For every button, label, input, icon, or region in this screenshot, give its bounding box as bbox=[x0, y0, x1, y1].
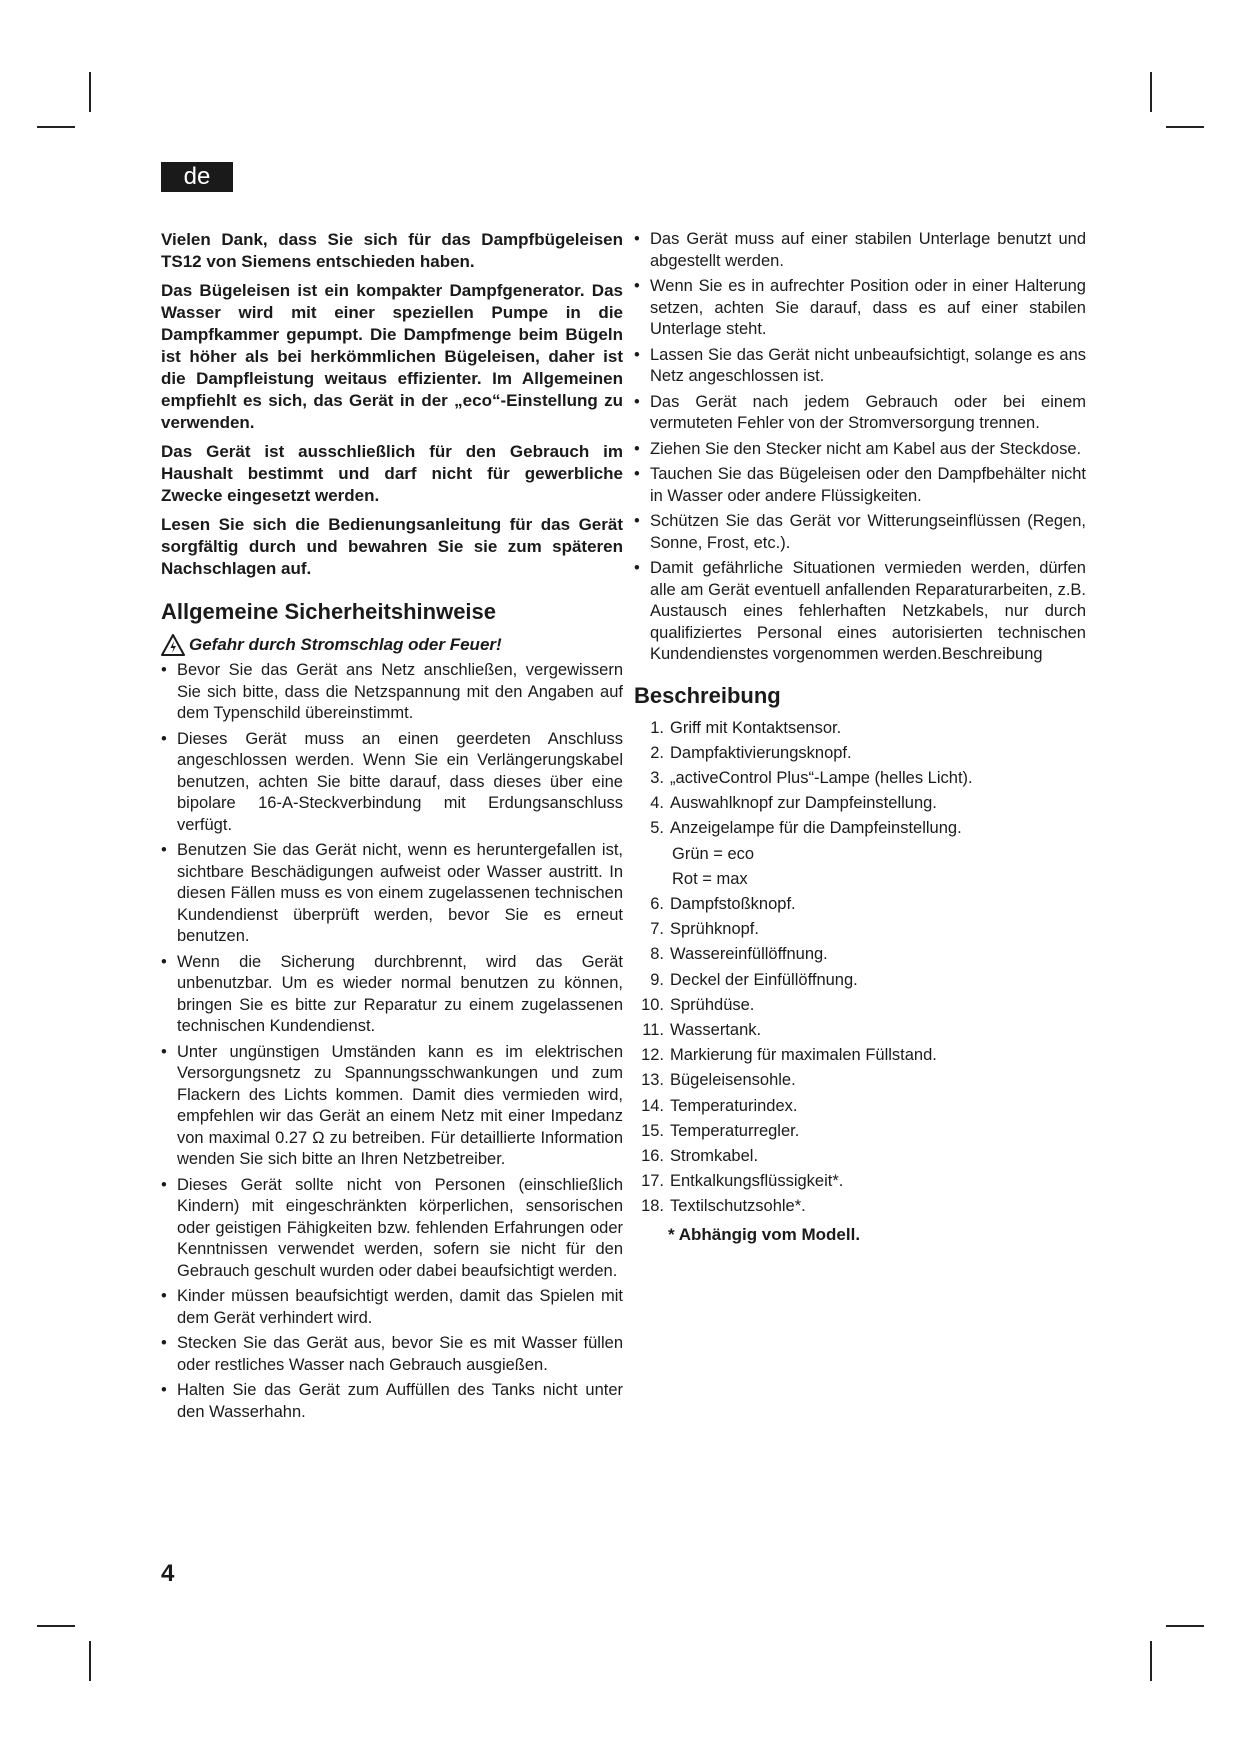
description-item bbox=[634, 791, 1086, 816]
item-number: 8. bbox=[650, 945, 664, 964]
description-item bbox=[634, 1018, 1086, 1043]
item-number: 16. bbox=[641, 1146, 664, 1165]
item-text: Sprühknopf. bbox=[670, 920, 759, 939]
description-item bbox=[634, 1094, 1086, 1119]
crop-mark bbox=[1150, 72, 1152, 112]
safety-item: • Stecken Sie das Gerät aus, bevor Sie es mit Wasser füllen oder restliches Wasser nach Gebrauch ausgießen. bbox=[161, 1333, 623, 1376]
safety-item: • Halten Sie das Gerät zum Auffüllen des Tanks nicht unter den Wasserhahn. bbox=[161, 1380, 623, 1423]
safety-item: • Wenn die Sicherung durchbrennt, wird das Gerät unbenutzbar. Um es wieder normal benutzen zu können, bringen Sie es bitte zur Reparatur zu einem zugelassenen technischen Kundendienst. bbox=[161, 952, 623, 1038]
item-number: 4. bbox=[650, 794, 664, 813]
safety-item: • Tauchen Sie das Bügeleisen oder den Dampfbehälter nicht in Wasser oder andere Flüssigkeiten. bbox=[634, 464, 1086, 507]
safety-item: • Das Gerät muss auf einer stabilen Unterlage benutzt und abgestellt werden. bbox=[634, 229, 1086, 272]
item-text: Temperaturregler. bbox=[670, 1121, 800, 1140]
safety-item: • Dieses Gerät muss an einen geerdeten Anschluss angeschlossen werden. Wenn Sie ein Verlängerungskabel benutzen, achten Sie bitte darauf, dass dieses über eine bipolare 16-A-Steckverbindung mit Erdungsanschluss verfügt. bbox=[161, 729, 623, 837]
left-column bbox=[161, 229, 623, 1427]
warning-text: Gefahr durch Stromschlag oder Feuer! bbox=[189, 635, 502, 654]
item-text: Auswahlknopf zur Dampfeinstellung. bbox=[670, 794, 937, 813]
item-number: 13. bbox=[641, 1071, 664, 1090]
safety-item: • Schützen Sie das Gerät vor Witterungseinflüssen (Regen, Sonne, Frost, etc.). bbox=[634, 511, 1086, 554]
description-item bbox=[634, 1043, 1086, 1068]
safety-item: • Bevor Sie das Gerät ans Netz anschließen, vergewissern Sie sich bitte, dass die Netzspannung mit den Angaben auf dem Typenschild übereinstimmt. bbox=[161, 660, 623, 725]
right-column bbox=[634, 229, 1086, 1247]
description-item bbox=[634, 993, 1086, 1018]
safety-item: • Kinder müssen beaufsichtigt werden, damit das Spielen mit dem Gerät verhindert wird. bbox=[161, 1286, 623, 1329]
crop-mark bbox=[1166, 1625, 1204, 1627]
safety-item: • Dieses Gerät sollte nicht von Personen (einschließlich Kindern) mit eingeschränkten körperlichen, sensorischen oder geistigen Fähigkeiten bzw. fehlenden Erfahrungen oder Kenntnissen verwendet werden, sofern sie nicht für den Gebrauch geschult wurden oder dabei beaufsichtigt werden. bbox=[161, 1175, 623, 1283]
crop-mark bbox=[1150, 1641, 1152, 1681]
warning-triangle-icon bbox=[161, 634, 185, 656]
crop-mark bbox=[89, 72, 91, 112]
description-item bbox=[634, 766, 1086, 791]
item-text: Wassereinfüllöffnung. bbox=[670, 945, 828, 964]
description-item bbox=[634, 968, 1086, 993]
item-text: „activeControl Plus“-Lampe (helles Licht). bbox=[670, 768, 973, 787]
safety-list-continued bbox=[634, 229, 1086, 666]
item-text: Entkalkungsflüssigkeit*. bbox=[670, 1172, 844, 1191]
item-number: 15. bbox=[641, 1121, 664, 1140]
intro-paragraph: Das Gerät ist ausschließlich für den Gebrauch im Haushalt bestimmt und darf nicht für gewerbliche Zwecke eingesetzt werden. bbox=[161, 442, 623, 505]
warning-line bbox=[161, 634, 623, 656]
intro-paragraph: Lesen Sie sich die Bedienungsanleitung für das Gerät sorgfältig durch und bewahren Sie sie zum späteren Nachschlagen auf. bbox=[161, 515, 623, 578]
item-text: Temperaturindex. bbox=[670, 1096, 798, 1115]
item-number: 10. bbox=[641, 995, 664, 1014]
item-text: Wassertank. bbox=[670, 1020, 762, 1039]
safety-item: • Lassen Sie das Gerät nicht unbeaufsichtigt, solange es ans Netz angeschlossen ist. bbox=[634, 345, 1086, 388]
lamp-red-info: Rot = max bbox=[672, 869, 748, 888]
safety-item: • Damit gefährliche Situationen vermieden werden, dürfen alle am Gerät eventuell anfallenden Reparaturarbeiten, z.B. Austausch eines fehlerhaften Netzkabels, nur durch qualifiziertes Personal eines autorisierten technischen Kundendienstes vorgenommen werden.Beschreibung bbox=[634, 558, 1086, 666]
description-item bbox=[634, 741, 1086, 766]
item-text: Bügeleisensohle. bbox=[670, 1071, 796, 1090]
language-badge: de bbox=[161, 162, 233, 192]
description-list bbox=[634, 716, 1086, 842]
safety-item: • Das Gerät nach jedem Gebrauch oder bei einem vermuteten Fehler von der Stromversorgung trennen. bbox=[634, 392, 1086, 435]
description-item bbox=[634, 917, 1086, 942]
item-number: 6. bbox=[650, 894, 664, 913]
crop-mark bbox=[89, 1641, 91, 1681]
item-number: 11. bbox=[642, 1020, 664, 1039]
item-text: Deckel der Einfüllöffnung. bbox=[670, 970, 858, 989]
item-number: 7. bbox=[650, 920, 664, 939]
item-text: Dampfstoßknopf. bbox=[670, 894, 796, 913]
description-item bbox=[634, 1169, 1086, 1194]
item-text: Dampfaktivierungsknopf. bbox=[670, 743, 852, 762]
item-text: Markierung für maximalen Füllstand. bbox=[670, 1046, 937, 1065]
crop-mark bbox=[37, 126, 75, 128]
item-number: 18. bbox=[641, 1197, 664, 1216]
description-item bbox=[634, 942, 1086, 967]
item-number: 12. bbox=[641, 1046, 664, 1065]
description-item bbox=[634, 1144, 1086, 1169]
description-item bbox=[634, 1194, 1086, 1219]
item-number: 2. bbox=[650, 743, 664, 762]
intro bbox=[161, 229, 623, 580]
safety-list bbox=[161, 660, 623, 1423]
description-heading: Beschreibung bbox=[634, 682, 781, 708]
description-item bbox=[634, 1119, 1086, 1144]
description-item bbox=[634, 716, 1086, 741]
item-number: 3. bbox=[650, 768, 664, 787]
description-list-continued bbox=[634, 892, 1086, 1220]
safety-item: • Unter ungünstigen Umständen kann es im elektrischen Versorgungsnetz zu Spannungsschwankungen und zum Flackern des Lichts kommen. Damit dies vermieden wird, empfehlen wir das Gerät an einem Netz mit einer Impedanz von maximal 0.27 Ω zu betreiben. Für detaillierte Information wenden Sie sich bitte an Ihren Netzbetreiber. bbox=[161, 1042, 623, 1171]
item-text: Textilschutzsohle*. bbox=[670, 1197, 806, 1216]
item-number: 5. bbox=[650, 819, 664, 838]
crop-mark bbox=[1166, 126, 1204, 128]
description-item bbox=[634, 1068, 1086, 1093]
item-text: Stromkabel. bbox=[670, 1146, 759, 1165]
lamp-green-info: Grün = eco bbox=[672, 844, 755, 863]
item-number: 1. bbox=[650, 718, 664, 737]
item-number: 14. bbox=[641, 1096, 664, 1115]
item-number: 17. bbox=[641, 1172, 664, 1191]
safety-item: • Ziehen Sie den Stecker nicht am Kabel aus der Steckdose. bbox=[634, 439, 1086, 461]
description-item bbox=[634, 892, 1086, 917]
description-item bbox=[634, 816, 1086, 841]
intro-paragraph: Das Bügeleisen ist ein kompakter Dampfgenerator. Das Wasser wird mit einer speziellen Pumpe in die Dampfkammer gepumpt. Die Dampfmenge beim Bügeln ist höher als bei herkömmlichen Bügeleisen, daher ist die Dampfleistung weitaus effizienter. Im Allgemeinen empfiehlt es sich, das Gerät in der „eco“-Einstellung zu verwenden. bbox=[161, 281, 623, 432]
footnote: * Abhängig vom Modell. bbox=[668, 1224, 861, 1244]
safety-item: • Benutzen Sie das Gerät nicht, wenn es heruntergefallen ist, sichtbare Beschädigungen aufweist oder Wasser austritt. In diesen Fällen muss es von einem zugelassenen technischen Kundendienst überprüft werden, bevor Sie es erneut benutzen. bbox=[161, 840, 623, 948]
item-number: 9. bbox=[650, 970, 664, 989]
intro-paragraph: Vielen Dank, dass Sie sich für das Dampfbügeleisen TS12 von Siemens entschieden haben. bbox=[161, 230, 623, 271]
page-number: 4 bbox=[161, 1560, 175, 1587]
item-text: Sprühdüse. bbox=[670, 995, 755, 1014]
item-text: Griff mit Kontaktsensor. bbox=[670, 718, 842, 737]
safety-item: • Wenn Sie es in aufrechter Position oder in einer Halterung setzen, achten Sie darauf, dass es auf einer stabilen Unterlage steht. bbox=[634, 276, 1086, 341]
safety-heading: Allgemeine Sicherheitshinweise bbox=[161, 599, 497, 624]
item-text: Anzeigelampe für die Dampfeinstellung. bbox=[670, 819, 962, 838]
crop-mark bbox=[37, 1625, 75, 1627]
